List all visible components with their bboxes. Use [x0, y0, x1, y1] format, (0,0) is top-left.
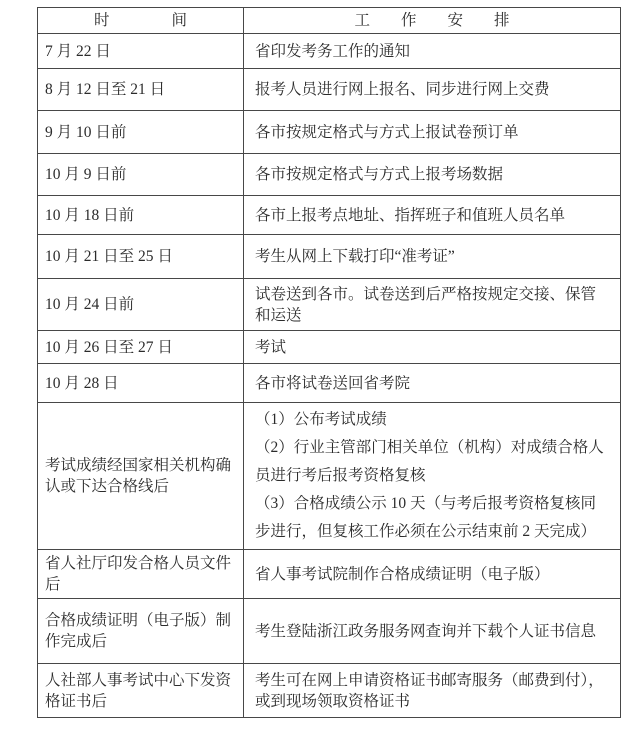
- work-cell: [244, 154, 621, 196]
- time-cell: 合格成绩证明（电子版）制作完成后: [38, 599, 244, 664]
- work-text: 试卷送到各市。试卷送到后严格按规定交接、保管和运送: [255, 285, 597, 324]
- time-cell: 7 月 22 日: [38, 34, 244, 69]
- work-text: 考试: [255, 338, 287, 356]
- work-cell: [244, 550, 621, 599]
- work-text: 各市上报考点地址、指挥班子和值班人员名单: [255, 206, 566, 224]
- work-text: 省印发考务工作的通知: [255, 42, 411, 60]
- table-row: [38, 235, 621, 279]
- table-row: [38, 111, 621, 154]
- table-row: [38, 196, 621, 235]
- work-cell: [244, 279, 621, 331]
- time-cell: 考试成绩经国家相关机构确认或下达合格线后: [38, 403, 244, 550]
- table-row: [38, 403, 621, 550]
- work-cell: [244, 599, 621, 664]
- time-cell: 省人社厅印发合格人员文件后: [38, 550, 244, 599]
- exam-schedule-table: [37, 7, 621, 718]
- time-cell: 10 月 21 日至 25 日: [38, 235, 244, 279]
- work-text: 各市按规定格式与方式上报考场数据: [255, 166, 504, 183]
- work-cell: [244, 111, 621, 154]
- work-text: （1）公布考试成绩: [255, 411, 387, 428]
- work-text: 各市按规定格式与方式上报试卷预订单: [255, 123, 519, 141]
- header-time: 时 间: [38, 8, 244, 34]
- table-row: [38, 69, 621, 111]
- work-text: 省人事考试院制作合格成绩证明（电子版）: [255, 565, 550, 583]
- table-row: [38, 550, 621, 599]
- time-cell: 10 月 18 日前: [38, 196, 244, 235]
- table-row: [38, 664, 621, 718]
- document-page: [0, 7, 641, 730]
- work-text: 考生从网上下载打印“准考证”: [255, 248, 455, 265]
- table-row: [38, 279, 621, 331]
- work-cell: [244, 403, 621, 550]
- work-text: 考生登陆浙江政务服务网查询并下载个人证书信息: [255, 622, 597, 640]
- time-cell: 8 月 12 日至 21 日: [38, 69, 244, 111]
- work-cell: [244, 69, 621, 111]
- work-cell: [244, 664, 621, 718]
- work-text: （2）行业主管部门相关单位（机构）对成绩合格人员进行考后报考资格复核: [255, 439, 604, 484]
- time-cell: 10 月 28 日: [38, 364, 244, 403]
- work-cell: [244, 364, 621, 403]
- work-text: （3）合格成绩公示 10 天（与考后报考资格复核同步进行，但复核工作必须在公示结束前 2 天完成）: [255, 495, 597, 540]
- work-cell: [244, 331, 621, 364]
- table-row: [38, 364, 621, 403]
- table-row: [38, 599, 621, 664]
- work-text: 报考人员进行网上报名、同步进行网上交费: [255, 81, 550, 98]
- table-row: [38, 154, 621, 196]
- work-text: 各市将试卷送回省考院: [255, 374, 411, 392]
- work-text: 考生可在网上申请资格证书邮寄服务（邮费到付），或到现场领取资格证书: [255, 671, 604, 710]
- table-row: [38, 34, 621, 69]
- time-cell: 10 月 9 日前: [38, 154, 244, 196]
- work-cell: [244, 34, 621, 69]
- time-cell: 10 月 26 日至 27 日: [38, 331, 244, 364]
- table-header-row: [38, 8, 621, 34]
- work-cell: [244, 235, 621, 279]
- table-row: [38, 331, 621, 364]
- time-cell: 人社部人事考试中心下发资格证书后: [38, 664, 244, 718]
- work-cell: [244, 196, 621, 235]
- time-cell: 10 月 24 日前: [38, 279, 244, 331]
- time-cell: 9 月 10 日前: [38, 111, 244, 154]
- header-work: 工 作 安 排: [244, 8, 621, 34]
